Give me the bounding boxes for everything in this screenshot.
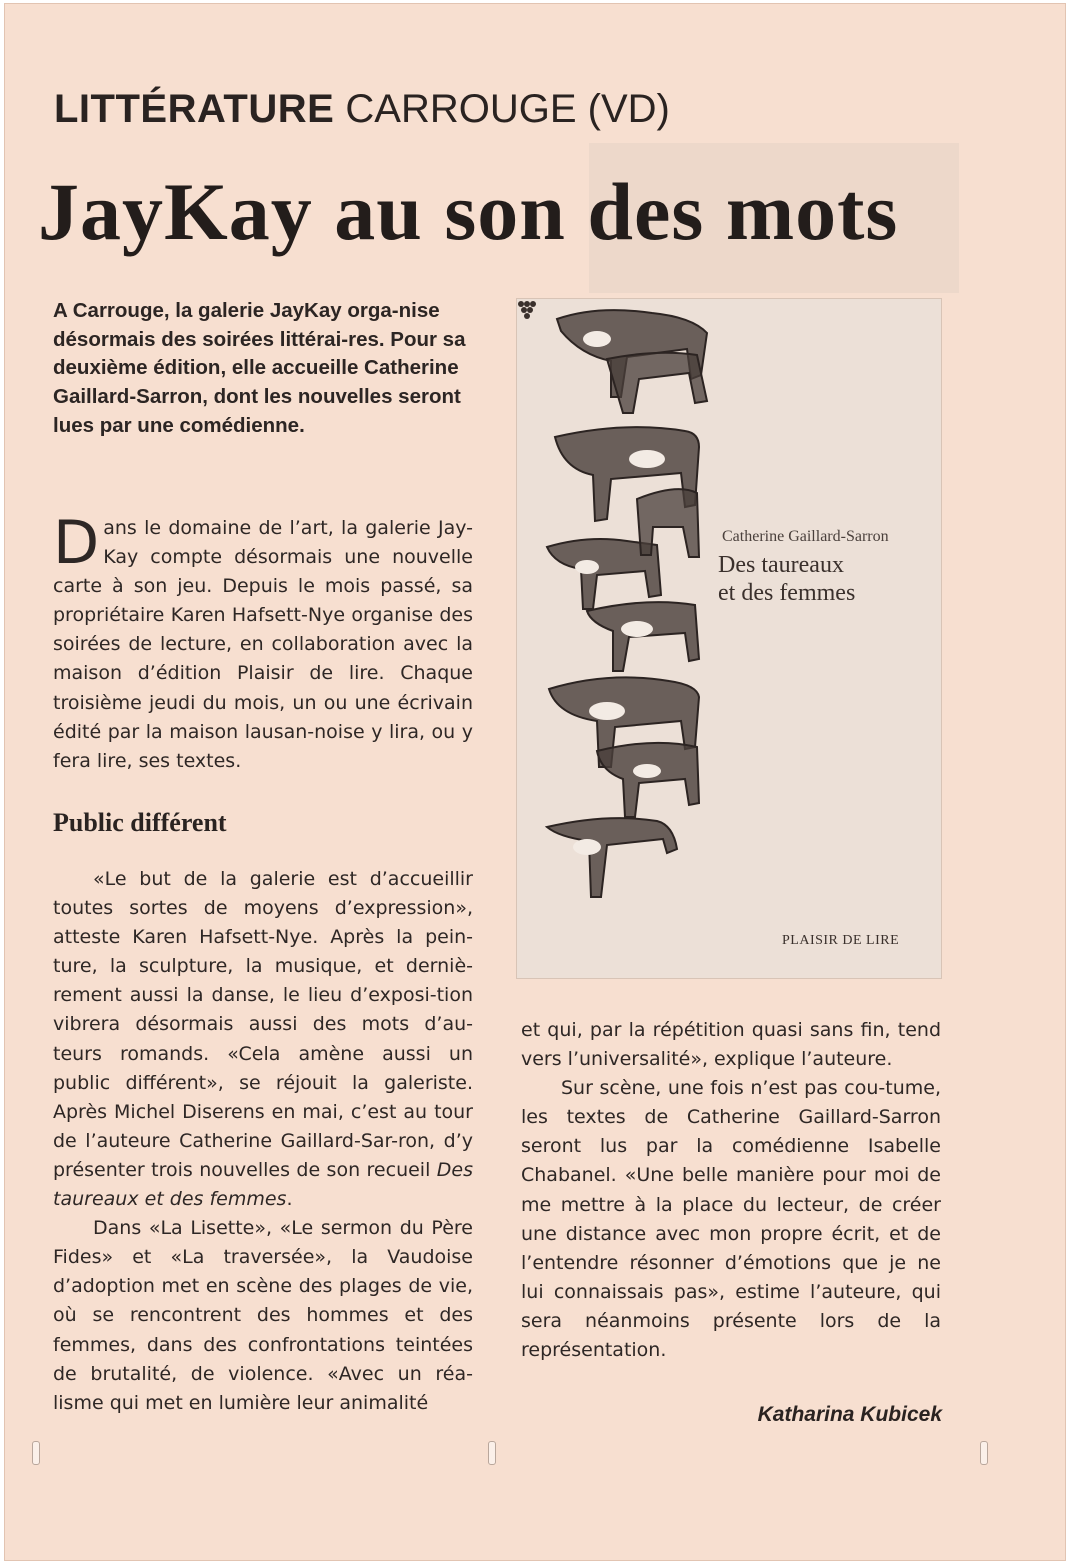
grape-cluster-icon [517, 299, 537, 321]
rubric-location: CARROUGE (VD) [345, 87, 670, 131]
paragraph-2-text: «Le but de la galerie est d’accueillir toutes sortes de moyens d’expression», atteste Karen Hafsett-Nye. Après la pein-ture, la sculpture, la musique, et derniè-rement aussi la danse, le lieu d’exposi-tion vibrera désormais aussi des mots d’au-teurs romands. «Cela amène aussi un public différent», se réjouit la galeriste. Après Michel Diserens en mai, c’est au tour de l’auteure Catherine Gaillard-Sar-ron, d’y présenter trois nouvelles de son recueil [53, 868, 473, 1181]
book-cover-image [516, 298, 942, 979]
section-rubric [54, 85, 670, 133]
body-paragraph-2 [53, 865, 473, 1214]
cover-title-line-2: et des femmes [718, 580, 856, 606]
binder-hole-right [980, 1441, 988, 1465]
newspaper-clipping [4, 3, 1066, 1561]
body-paragraph-1 [53, 508, 473, 776]
body-paragraph-3-continued: et qui, par la répétition quasi sans fin, tend vers l’universalité», explique l’auteure. [521, 1019, 941, 1071]
binder-hole-left [32, 1441, 40, 1465]
lead-paragraph: A Carrouge, la galerie JayKay orga-nise désormais des soirées littérai-res. Pour sa deuxième édition, elle accueille Catherine Gaillard-Sarron, dont les nouvelles seront lues par une comédienne. [53, 299, 466, 437]
book-title-italic: Des taureaux et des femmes [53, 1158, 473, 1211]
cover-author: Catherine Gaillard-Sarron [722, 528, 889, 545]
headline: JayKay au son des mots [38, 166, 899, 257]
stacked-cows-illustration [517, 299, 941, 978]
cover-publisher: PLAISIR DE LIRE [782, 933, 900, 948]
drop-cap: D [53, 508, 100, 578]
paragraph-2-end: . [286, 1188, 293, 1211]
cover-title [718, 551, 855, 607]
right-column-body [521, 1016, 941, 1365]
cover-title-line-1: Des taureaux [718, 552, 844, 578]
subheading: Public différent [53, 808, 227, 837]
rubric-keyword: LITTÉRATURE [54, 87, 335, 131]
body-paragraph-3: Dans «La Lisette», «Le sermon du Père Fides» et «La traversée», la Vaudoise d’adoption met en scène des plages de vie, où se rencontrent des hommes et des femmes, dans des confrontations teintées de brutalité, de violence. «Avec un réa-lisme qui met en lumière leur animalité [53, 1217, 473, 1414]
body-paragraph-4: Sur scène, une fois n’est pas cou-tume, les textes de Catherine Gaillard-Sarron seront lus par la comédienne Isabelle Chabanel. «Une belle manière pour moi de me mettre à la place du lecteur, de créer une distance avec mon propre écrit, et de l’entendre résonner d’émotions que je ne lui connaissais pas», estime l’auteure, qui sera néanmoins présente lors de la représentation. [521, 1077, 941, 1362]
binder-hole-middle [488, 1441, 496, 1465]
paragraph-1-text: ans le domaine de l’art, la galerie Jay-Kay compte désormais une nouvelle carte à son jeu. Depuis le mois passé, sa propriétaire Karen Hafsett-Nye organise des soirées de lecture, en collaboration avec la maison d’édition Plaisir de lire. Chaque troisième jeudi du mois, un ou une écrivain édité par la maison lausan-noise y lira, ou y fera lire, ses textes. [53, 517, 473, 772]
author-byline: Katharina Kubicek [757, 1403, 942, 1426]
left-column-body [53, 865, 473, 1418]
